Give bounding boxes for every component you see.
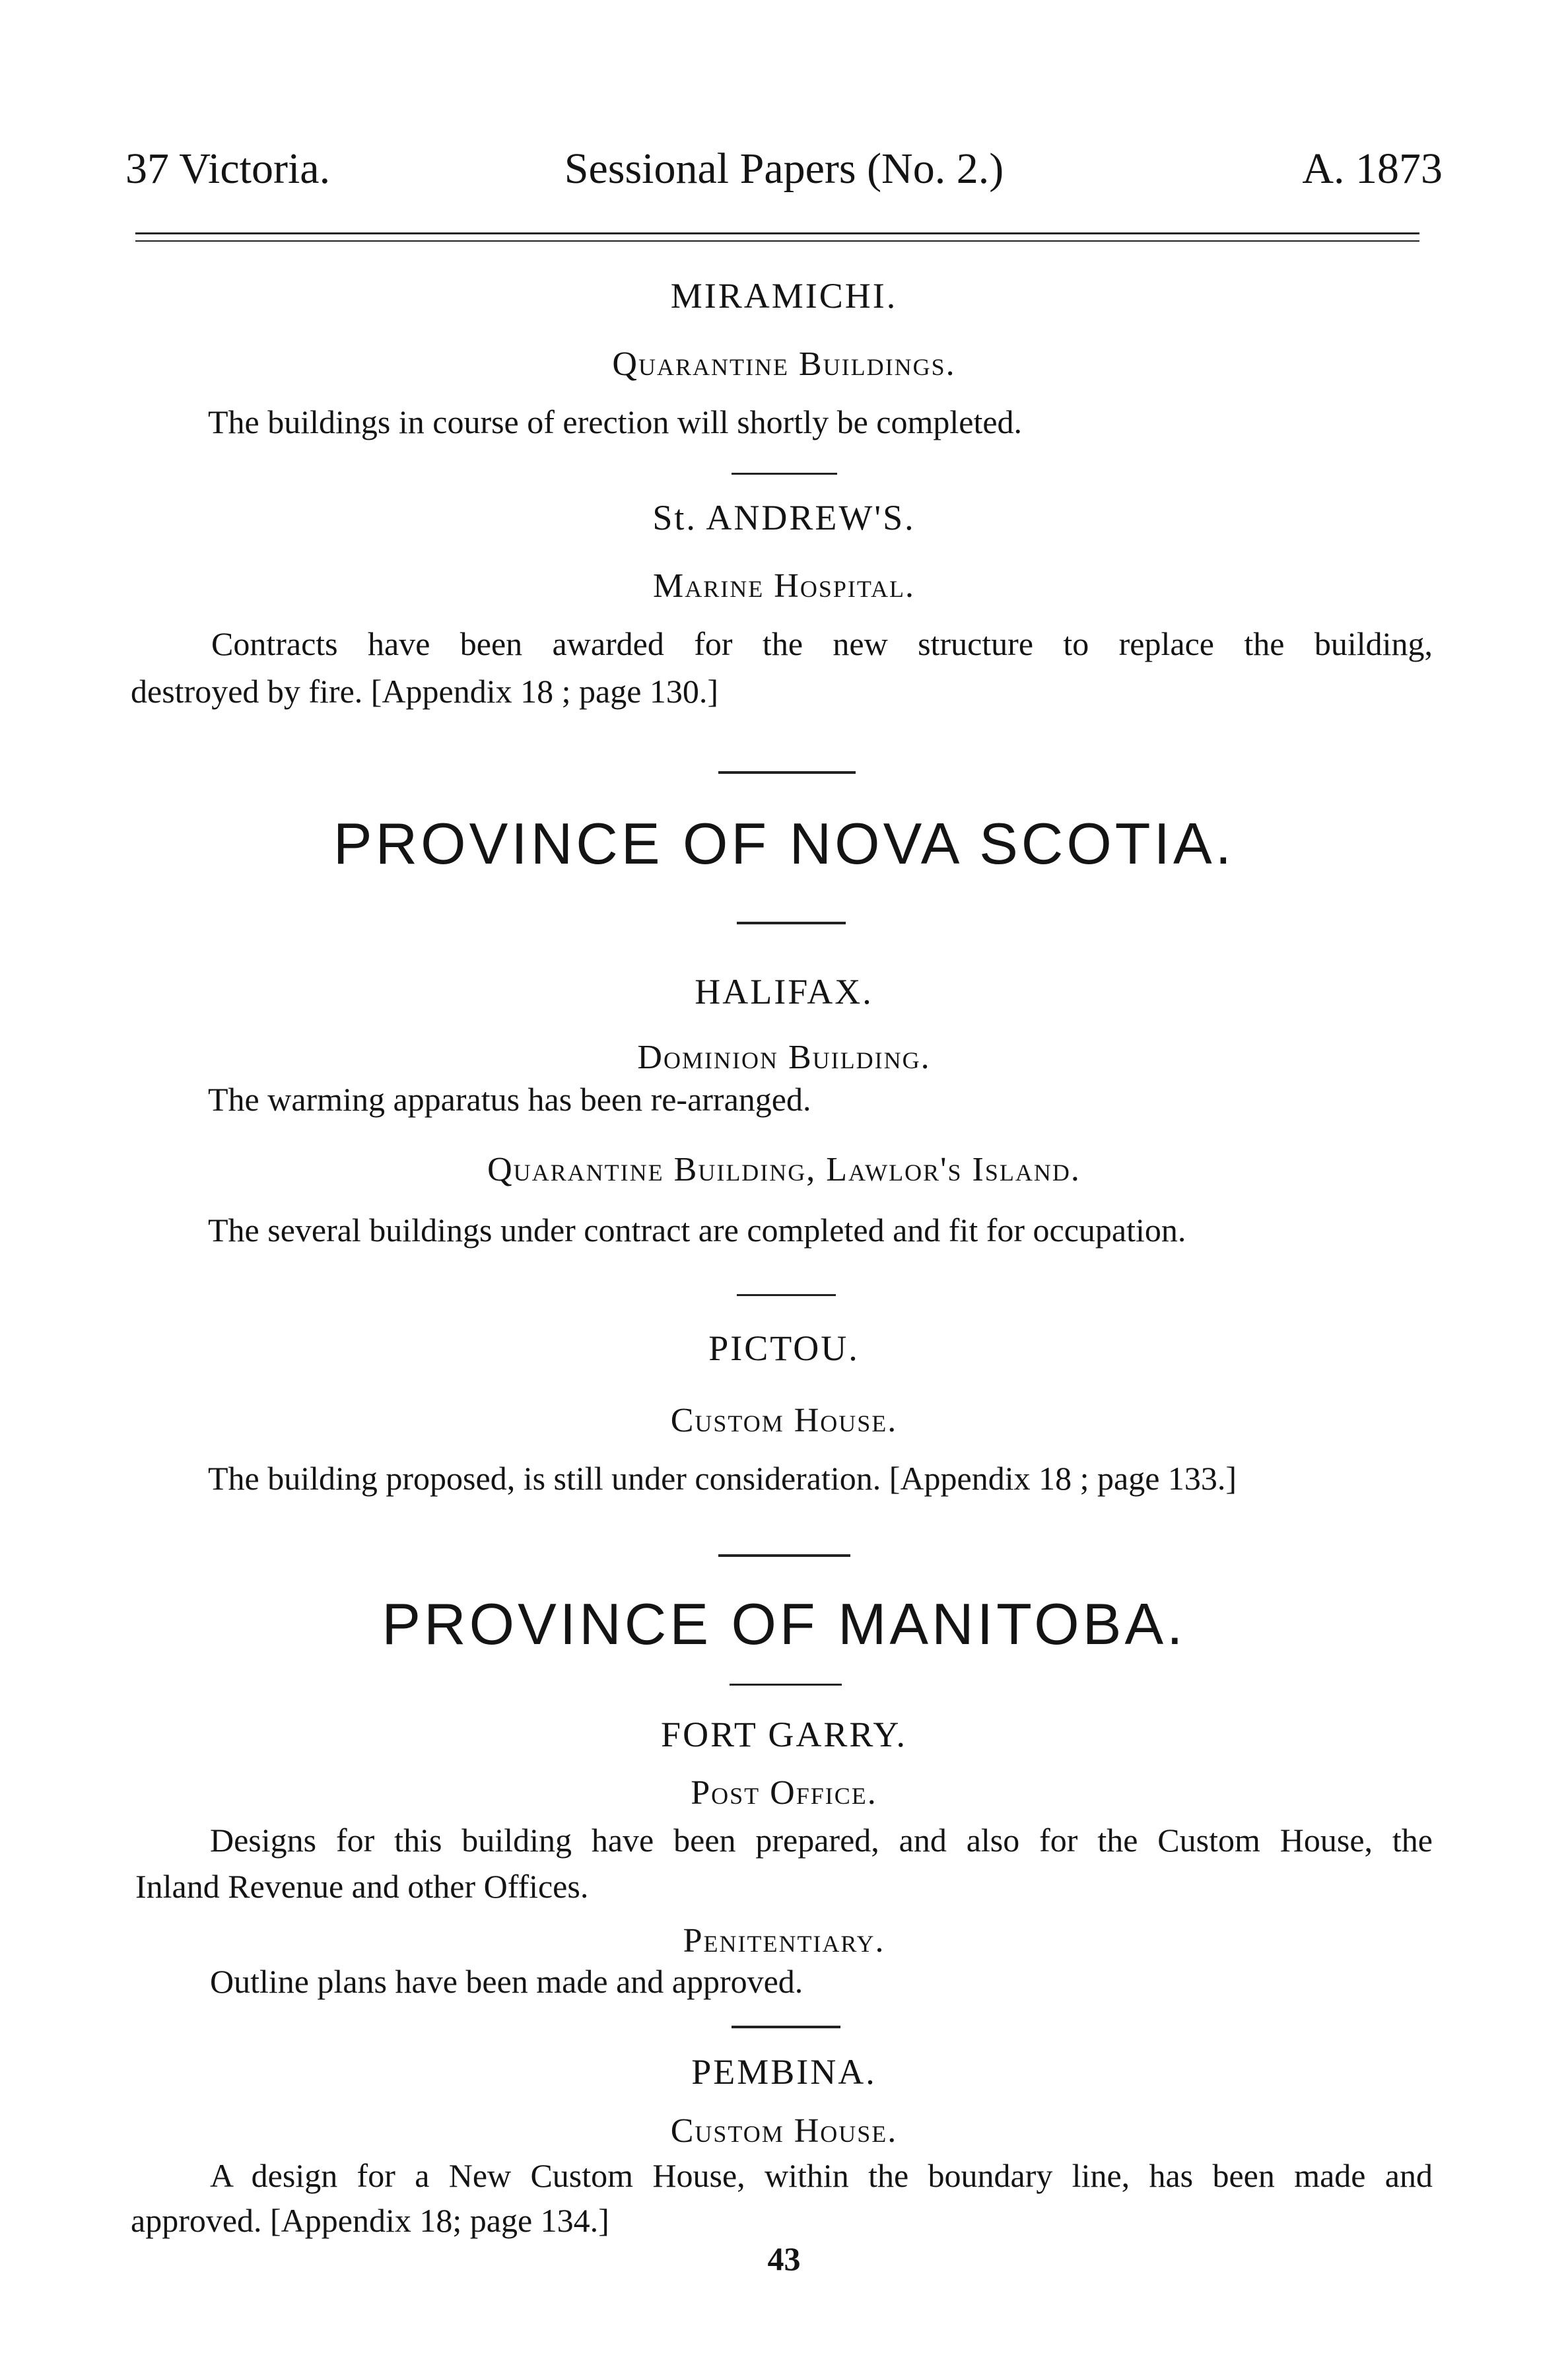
subtitle-quarantine-buildings: Quarantine Buildings. <box>612 345 956 383</box>
text-st-andrews-line1: Contracts have been awarded for the new structure to replace the building, <box>211 625 1433 662</box>
province-title-nova-scotia: PROVINCE OF NOVA SCOTIA. <box>333 811 1235 876</box>
section-title-fort-garry: FORT GARRY. <box>661 1715 907 1754</box>
header-left: 37 Victoria. <box>125 145 331 193</box>
divider <box>737 1294 836 1296</box>
section-title-miramichi: MIRAMICHI. <box>670 276 898 316</box>
subtitle-quarantine-lawlors-island: Quarantine Building, Lawlor's Island. <box>487 1151 1081 1188</box>
text-pembina-line2: approved. [Appendix 18; page 134.] <box>131 2202 609 2239</box>
page-number: 43 <box>767 2240 801 2277</box>
divider <box>737 922 846 924</box>
divider <box>718 1554 850 1557</box>
text-miramichi: The buildings in course of erection will shortly be completed. <box>208 403 1023 440</box>
text-penitentiary: Outline plans have been made and approved. <box>210 1963 803 2000</box>
subtitle-marine-hospital: Marine Hospital. <box>653 567 915 605</box>
text-custom-house-pictou: The building proposed, is still under consideration. [Appendix 18 ; page 133.] <box>208 1460 1237 1497</box>
section-title-halifax: HALIFAX. <box>695 972 873 1012</box>
subtitle-dominion-building: Dominion Building. <box>637 1039 931 1076</box>
section-title-pembina: PEMBINA. <box>691 2052 877 2092</box>
header-rule-bottom <box>135 240 1419 242</box>
divider <box>732 2026 840 2028</box>
section-title-pictou: PICTOU. <box>708 1328 860 1368</box>
header-right: A. 1873 <box>1302 145 1443 193</box>
divider <box>730 1684 842 1686</box>
province-title-manitoba: PROVINCE OF MANITOBA. <box>382 1591 1186 1657</box>
text-st-andrews-line2: destroyed by fire. [Appendix 18 ; page 130.] <box>131 673 719 710</box>
subtitle-custom-house-pembina: Custom House. <box>670 2112 898 2150</box>
text-post-office-line1: Designs for this building have been prepared, and also for the Custom House, the <box>210 1822 1433 1859</box>
divider <box>718 771 856 774</box>
text-quarantine-lawlors-island: The several buildings under contract are completed and fit for occupation. <box>208 1212 1186 1249</box>
text-pembina-line1: A design for a New Custom House, within the boundary line, has been made and <box>210 2157 1433 2194</box>
text-post-office-line2: Inland Revenue and other Offices. <box>135 1868 589 1905</box>
text-dominion-building: The warming apparatus has been re-arranged. <box>208 1081 811 1118</box>
subtitle-post-office: Post Office. <box>691 1774 877 1812</box>
subtitle-custom-house-pictou: Custom House. <box>670 1402 898 1439</box>
section-title-st-andrews: St. ANDREW'S. <box>652 498 916 537</box>
header-center: Sessional Papers (No. 2.) <box>564 145 1004 193</box>
divider <box>732 473 837 475</box>
header-rule-top <box>135 232 1419 234</box>
subtitle-penitentiary: Penitentiary. <box>683 1922 885 1960</box>
